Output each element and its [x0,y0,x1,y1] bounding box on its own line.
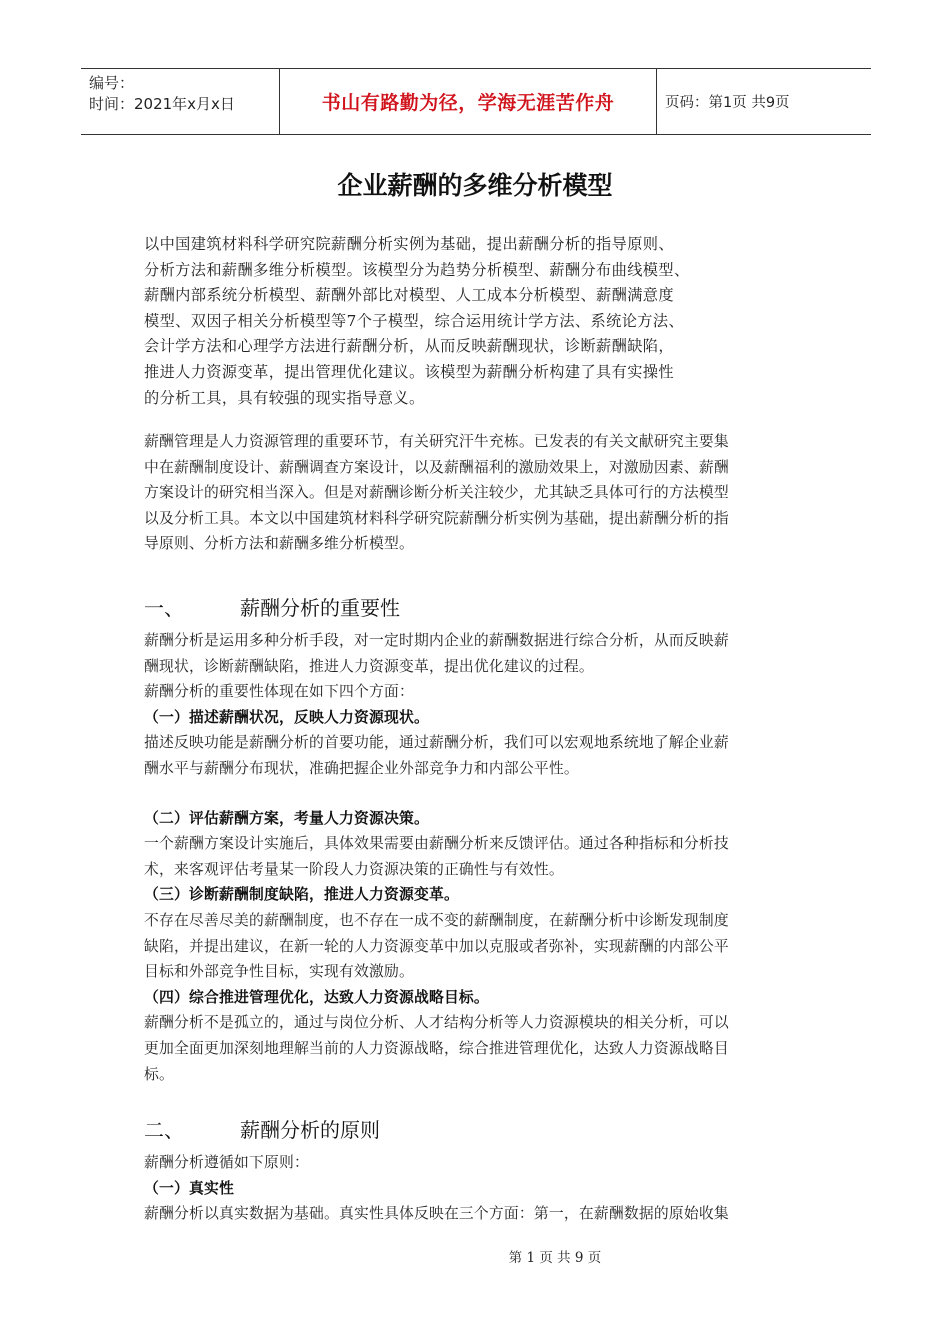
intro-paragraph [144,429,816,557]
number-label: 编号： [89,74,135,92]
section-heading-1 [144,592,400,621]
header-motto: 书山有路勤为径，学海无涯苦作舟 [280,69,657,134]
abstract-line: 推进人力资源变革，提出管理优化建议。该模型为薪酬分析构建了具有实操性 [144,362,674,381]
body-line: 薪酬分析遵循如下原则： [144,1154,309,1171]
abstract-line: 的分析工具，具有较强的现实指导意义。 [144,388,425,407]
abstract-line: 分析方法和薪酬多维分析模型。该模型分为趋势分析模型、薪酬分布曲线模型、 [144,260,690,279]
body-line: 标。 [144,1065,174,1083]
section-title: 薪酬分析的原则 [240,1118,380,1142]
body-line: 不存在尽善尽美的薪酬制度，也不存在一成不变的薪酬制度，在薪酬分析中诊断发现制度 [144,911,729,929]
abstract-line: 薪酬内部系统分析模型、薪酬外部比对模型、人工成本分析模型、薪酬满意度 [144,286,674,305]
header-page-info: 页码：第1页 共9页 [665,95,790,111]
page-footer: 第 1 页 共 9 页 [508,1250,602,1266]
subheading: （一）描述薪酬状况，反映人力资源现状。 [144,708,429,726]
body-line: 酬现状，诊断薪酬缺陷，推进人力资源变革，提出优化建议的过程。 [144,657,594,675]
abstract-line: 模型、双因子相关分析模型等7个子模型，综合运用统计学方法、系统论方法、 [144,311,685,330]
section-2-body [144,1150,816,1227]
body-line: 一个薪酬方案设计实施后，具体效果需要由薪酬分析来反馈评估。通过各种指标和分析技 [144,835,729,853]
intro-line: 以及分析工具。本文以中国建筑材料科学研究院薪酬分析实例为基础，提出薪酬分析的指 [144,509,729,527]
body-line: 薪酬分析不是孤立的，通过与岗位分析、人才结构分析等人力资源模块的相关分析，可以 [144,1014,729,1032]
body-line: 薪酬分析以真实数据为基础。真实性具体反映在三个方面：第一，在薪酬数据的原始收集 [144,1205,729,1223]
body-line: 酬水平与薪酬分布现状，准确把握企业外部竞争力和内部公平性。 [144,759,579,777]
section-number: 一、 [144,596,184,620]
intro-line: 导原则、分析方法和薪酬多维分析模型。 [144,535,414,553]
time-label: 时间：2021年x月x日 [89,95,235,113]
section-heading-2 [144,1114,380,1143]
abstract [144,232,816,411]
subheading: （二）评估薪酬方案，考量人力资源决策。 [144,809,429,827]
subheading: （三）诊断薪酬制度缺陷，推进人力资源变革。 [144,886,459,904]
abstract-line: 以中国建筑材料科学研究院薪酬分析实例为基础，提出薪酬分析的指导原则、 [144,235,674,253]
section-title: 薪酬分析的重要性 [240,596,400,620]
body-line: 术，来客观评估考量某一阶段人力资源决策的正确性与有效性。 [144,860,564,878]
abstract-line: 会计学方法和心理学方法进行薪酬分析，从而反映薪酬现状，诊断薪酬缺陷， [144,337,674,356]
body-line: 薪酬分析的重要性体现在如下四个方面： [144,683,414,701]
document-title: 企业薪酬的多维分析模型 [337,171,613,200]
subheading: （一）真实性 [144,1179,234,1197]
body-line: 缺陷，并提出建议，在新一轮的人力资源变革中加以克服或者弥补，实现薪酬的内部公平 [144,937,729,955]
body-line: 描述反映功能是薪酬分析的首要功能，通过薪酬分析，我们可以宏观地系统地了解企业薪 [144,734,729,752]
section-1-body [144,628,816,1087]
body-line: 目标和外部竞争性目标，实现有效激励。 [144,963,414,981]
section-number: 二、 [144,1118,184,1142]
header-meta [81,69,280,134]
subheading: （四）综合推进管理优化，达致人力资源战略目标。 [144,988,489,1006]
intro-line: 中在薪酬制度设计、薪酬调查方案设计，以及薪酬福利的激励效果上，对激励因素、薪酬 [144,458,729,476]
body-line: 薪酬分析是运用多种分析手段，对一定时期内企业的薪酬数据进行综合分析，从而反映薪 [144,632,729,649]
intro-line: 方案设计的研究相当深入。但是对薪酬诊断分析关注较少，尤其缺乏具体可行的方法模型 [144,484,729,502]
body-line: 更加全面更加深刻地理解当前的人力资源战略，综合推进管理优化，达致人力资源战略目 [144,1039,729,1057]
intro-line: 薪酬管理是人力资源管理的重要环节，有关研究汗牛充栋。已发表的有关文献研究主要集 [144,433,729,450]
header-table [81,68,871,135]
